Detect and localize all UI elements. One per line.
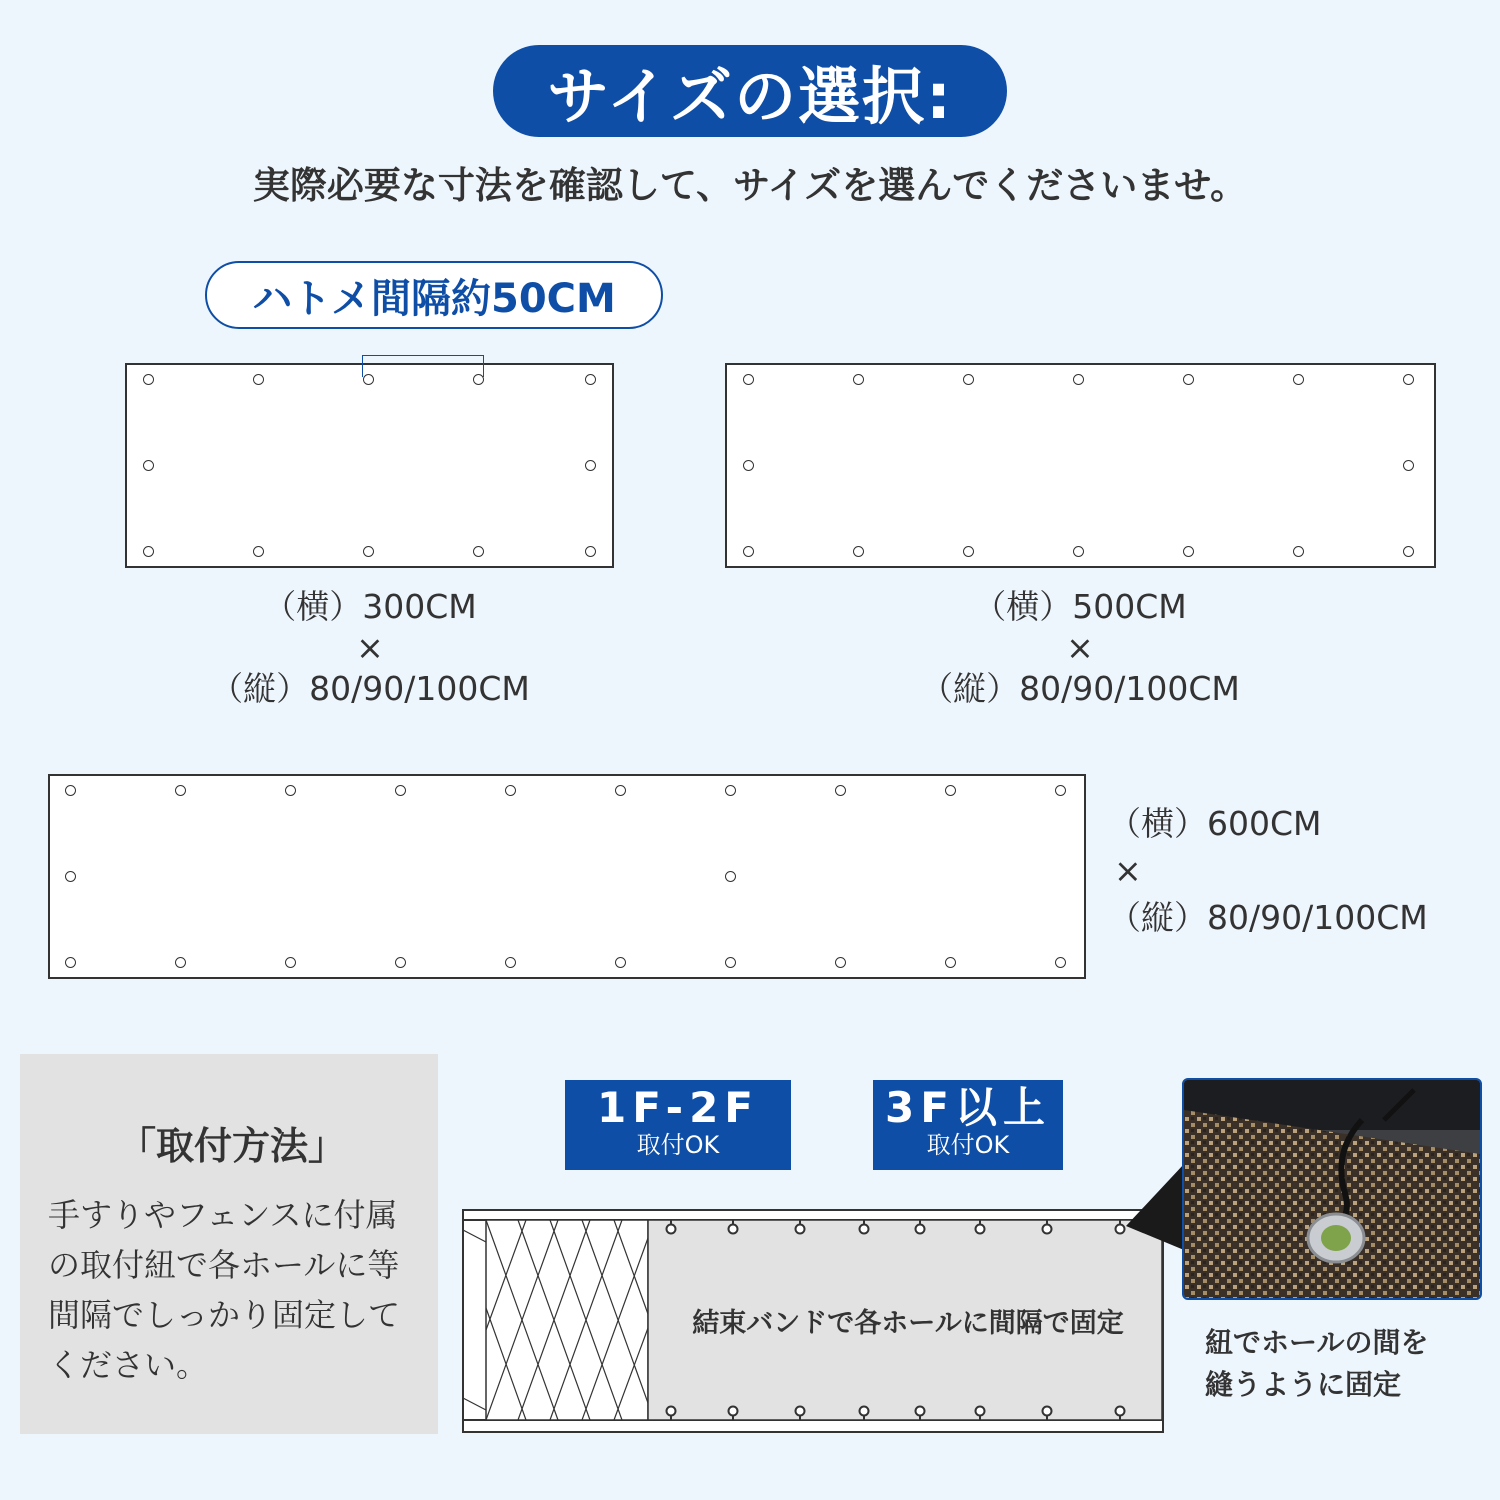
height-text: （縦）80/90/100CM [210,669,530,708]
grommet-hole [615,785,626,796]
floor-badge-1f-2f [565,1080,791,1170]
grommet-hole [143,546,154,557]
size-panel-300 [125,363,614,568]
grommet-hole [1073,374,1084,385]
grommet-hole [743,546,754,557]
width-text: （横）500CM [973,587,1187,626]
grommet-hole [363,546,374,557]
times-symbol: × [356,628,384,667]
grommet-hole [1293,546,1304,557]
times-symbol: × [1114,851,1142,890]
diagram-grommet [860,1225,869,1234]
grommet-hole [1055,957,1066,968]
grommet-closeup-photo [1182,1078,1482,1300]
spacing-bracket [362,355,484,377]
caption-line: 縫うように固定 [1205,1368,1402,1401]
grommet-hole [963,546,974,557]
grommet-hole [1183,374,1194,385]
grommet-hole [65,957,76,968]
size-panel-500 [725,363,1436,568]
grommet-hole [945,957,956,968]
diagram-grommet [916,1225,925,1234]
diagram-grommet [1043,1225,1052,1234]
diagram-grommet [796,1225,805,1234]
grommet-hole [253,546,264,557]
grommet-hole [835,785,846,796]
grommet-hole [743,374,754,385]
grommet-hole [615,957,626,968]
width-text: （横）300CM [263,587,477,626]
diagram-grommet [729,1225,738,1234]
floor-sub: 取付OK [636,1131,720,1159]
install-diagram [462,1208,1166,1434]
photo-caption [1205,1322,1428,1406]
size-panel-600 [48,774,1086,979]
size-label-300 [170,586,570,709]
floor-badge-3f [873,1080,1063,1170]
page-subtitle: 実際必要な寸法を確認して、サイズを選んでくださいませ。 [252,164,1248,207]
net-grommet-illustration [1184,1080,1480,1298]
floor-label: 3F以上 [885,1083,1051,1132]
grommet-hole [1403,460,1414,471]
grommet-hole [285,785,296,796]
grommet-hole [725,871,736,882]
diagram-grommet [976,1407,985,1416]
grommet-hole [473,546,484,557]
diagram-grommet [667,1225,676,1234]
diagram-grommet [976,1225,985,1234]
install-text: 手すりやフェンスに付属の取付紐で各ホールに等間隔でしっかり固定してください。 [48,1196,401,1384]
times-symbol: × [1066,628,1094,667]
callout-pointer [1120,1160,1190,1260]
size-label-600 [1108,800,1488,941]
page-title: サイズの選択: [493,45,1007,137]
grommet-hole [505,785,516,796]
grommet-hole [743,460,754,471]
diagram-grommet [1043,1407,1052,1416]
grommet-hole [175,957,186,968]
grommet-hole [585,374,596,385]
grommet-hole [1293,374,1304,385]
grommet-hole [473,374,484,385]
grommet-hole [253,374,264,385]
grommet-hole [853,374,864,385]
grommet-hole [65,871,76,882]
grommet-hole [725,957,736,968]
height-text: （縦）80/90/100CM [920,669,1240,708]
grommet-hole [395,957,406,968]
grommet-hole [585,546,596,557]
floor-label: 1F-2F [597,1083,759,1132]
grommet-hole [1055,785,1066,796]
width-text: （横）600CM [1108,804,1322,843]
grommet-hole [1403,546,1414,557]
grommet-hole [363,374,374,385]
grommet-hole [945,785,956,796]
diagram-grommet [796,1407,805,1416]
grommet-hole [853,546,864,557]
grommet-spacing-label: ハトメ間隔約50CM [205,261,663,329]
grommet-hole [835,957,846,968]
grommet-hole [963,374,974,385]
diagram-grommet [916,1407,925,1416]
diagram-grommet [667,1407,676,1416]
floor-sub: 取付OK [926,1131,1010,1159]
grommet-hole [395,785,406,796]
grommet-hole [585,460,596,471]
grommet-hole [175,785,186,796]
diagram-grommet [1116,1407,1125,1416]
height-text: （縦）80/90/100CM [1108,898,1428,937]
size-label-500 [880,586,1280,709]
grommet-hole [1073,546,1084,557]
grommet-hole [1183,546,1194,557]
grommet-hole [143,460,154,471]
grommet-hole [65,785,76,796]
caption-line: 紐でホールの間を [1205,1326,1429,1359]
grommet-hole [143,374,154,385]
diagram-grommet [860,1407,869,1416]
grommet-hole [285,957,296,968]
grommet-hole [1403,374,1414,385]
diagram-label: 結束バンドで各ホールに間隔で固定 [692,1308,1124,1339]
grommet-hole [505,957,516,968]
diagram-grommet [729,1407,738,1416]
install-title: 「取付方法」 [118,1124,347,1168]
grommet-hole [725,785,736,796]
